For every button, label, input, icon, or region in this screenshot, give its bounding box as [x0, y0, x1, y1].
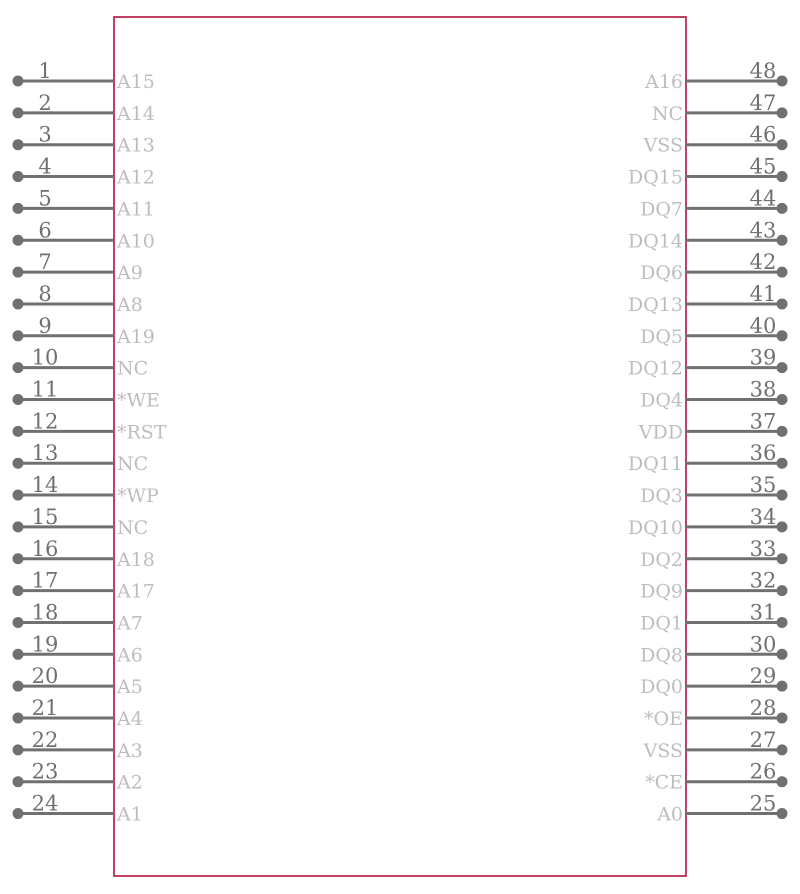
pin-label: DQ0 — [640, 676, 683, 699]
pin-number: 12 — [31, 409, 59, 434]
pin-number: 6 — [38, 218, 52, 243]
pin-number: 47 — [749, 90, 777, 115]
left-pin-24 — [13, 792, 143, 826]
right-pin-37 — [638, 409, 788, 443]
pin-endpoint-dot — [777, 617, 788, 628]
pin-number: 18 — [31, 600, 59, 625]
pin-endpoint-dot — [777, 235, 788, 246]
pin-number: 40 — [749, 313, 777, 338]
pin-label: A12 — [117, 166, 155, 189]
pin-number: 43 — [749, 218, 777, 243]
pin-endpoint-dot — [777, 521, 788, 532]
left-pin-17 — [13, 569, 155, 603]
pin-label: A18 — [117, 548, 155, 571]
pin-endpoint-dot — [13, 76, 24, 87]
pin-number: 44 — [749, 186, 777, 211]
pin-number: 31 — [749, 600, 777, 625]
pin-endpoint-dot — [777, 585, 788, 596]
pin-endpoint-dot — [13, 107, 24, 118]
pin-endpoint-dot — [13, 330, 24, 341]
pin-number: 41 — [749, 281, 777, 306]
pin-number: 27 — [749, 727, 777, 752]
pin-number: 34 — [749, 504, 777, 529]
pin-endpoint-dot — [777, 490, 788, 501]
pin-number: 28 — [749, 696, 777, 720]
left-pin-21 — [13, 696, 143, 730]
pin-endpoint-dot — [13, 490, 24, 501]
left-pin-22 — [13, 728, 143, 762]
pin-label: A16 — [645, 71, 683, 93]
right-pin-48 — [644, 59, 787, 93]
right-pin-42 — [640, 250, 787, 284]
pin-number: 39 — [749, 345, 777, 370]
pin-endpoint-dot — [777, 458, 788, 469]
pin-label: DQ4 — [640, 389, 683, 412]
pin-endpoint-dot — [13, 521, 24, 532]
pin-endpoint-dot — [13, 617, 24, 628]
left-pin-12 — [13, 409, 167, 443]
right-pin-39 — [628, 346, 788, 380]
pin-number: 38 — [749, 377, 777, 402]
right-pin-43 — [628, 218, 788, 252]
pin-number: 15 — [31, 504, 59, 529]
pin-label: NC — [117, 357, 149, 380]
pin-label: A3 — [117, 739, 143, 762]
left-pin-13 — [13, 441, 149, 475]
pin-label: A17 — [117, 580, 155, 603]
pin-endpoint-dot — [777, 681, 788, 692]
left-pin-2 — [13, 91, 155, 125]
pin-label: *OE — [644, 708, 683, 730]
pin-number: 42 — [749, 250, 777, 275]
right-pin-36 — [628, 441, 788, 475]
pin-endpoint-dot — [777, 362, 788, 373]
pin-number: 37 — [749, 409, 777, 434]
right-pin-47 — [652, 91, 788, 125]
right-pin-group — [628, 59, 788, 826]
pin-endpoint-dot — [777, 553, 788, 564]
pin-number: 45 — [749, 154, 777, 179]
pin-endpoint-dot — [13, 585, 24, 596]
right-pin-34 — [628, 505, 788, 539]
right-pin-45 — [628, 155, 788, 189]
pin-label: *RST — [117, 421, 167, 444]
pin-number: 24 — [31, 791, 59, 816]
left-pin-19 — [13, 632, 143, 666]
left-pin-7 — [13, 250, 143, 284]
pin-label: DQ7 — [640, 198, 683, 221]
pin-label: *CE — [645, 771, 683, 794]
pin-endpoint-dot — [777, 744, 788, 755]
pin-endpoint-dot — [13, 139, 24, 150]
pin-number: 46 — [749, 122, 777, 147]
left-pin-5 — [13, 186, 155, 220]
pin-endpoint-dot — [777, 713, 788, 724]
pin-number: 7 — [38, 250, 52, 275]
pin-label: NC — [117, 453, 149, 476]
pin-number: 23 — [31, 759, 59, 784]
pin-endpoint-dot — [777, 394, 788, 405]
ic-body-outline — [114, 17, 686, 876]
left-pin-group — [13, 59, 167, 826]
pin-label: A15 — [117, 71, 155, 93]
pin-endpoint-dot — [13, 235, 24, 246]
pin-number: 21 — [31, 696, 59, 720]
pin-label: A0 — [657, 803, 683, 826]
left-pin-11 — [13, 378, 160, 412]
pin-label: NC — [117, 516, 149, 539]
pin-number: 22 — [31, 727, 59, 752]
left-pin-8 — [13, 282, 143, 316]
pin-label: A13 — [117, 134, 155, 157]
pin-endpoint-dot — [13, 649, 24, 660]
right-pin-29 — [640, 664, 787, 698]
pin-label: VSS — [643, 134, 683, 157]
pin-number: 20 — [31, 664, 59, 689]
right-pin-28 — [644, 696, 787, 730]
left-pin-3 — [13, 123, 155, 157]
right-pin-38 — [640, 378, 787, 412]
pin-endpoint-dot — [777, 203, 788, 214]
pin-number: 4 — [38, 154, 52, 179]
pin-endpoint-dot — [777, 808, 788, 819]
pin-label: A11 — [117, 198, 155, 221]
pin-label: DQ12 — [628, 357, 683, 380]
pin-label: DQ3 — [640, 485, 683, 508]
pin-label: DQ14 — [628, 230, 683, 253]
right-pin-44 — [640, 186, 787, 220]
pin-label: VDD — [638, 421, 683, 444]
left-pin-9 — [13, 314, 155, 348]
pin-number: 13 — [31, 441, 59, 466]
pin-label: *WE — [117, 389, 160, 412]
pin-endpoint-dot — [777, 330, 788, 341]
pin-endpoint-dot — [13, 776, 24, 787]
right-pin-33 — [640, 537, 787, 571]
pin-number: 48 — [749, 59, 777, 83]
pin-label: DQ8 — [640, 644, 683, 667]
pin-number: 16 — [31, 536, 59, 561]
right-pin-26 — [645, 760, 787, 794]
pin-label: A9 — [117, 262, 143, 285]
pin-number: 26 — [749, 759, 777, 784]
pin-endpoint-dot — [777, 426, 788, 437]
pin-label: DQ6 — [640, 262, 683, 285]
right-pin-46 — [643, 123, 788, 157]
pin-label: A10 — [117, 230, 155, 253]
left-pin-20 — [13, 664, 143, 698]
left-pin-1 — [13, 59, 155, 93]
pin-endpoint-dot — [777, 76, 788, 87]
pin-endpoint-dot — [13, 267, 24, 278]
right-pin-35 — [640, 473, 787, 507]
pin-number: 33 — [749, 536, 777, 561]
left-pin-23 — [13, 760, 143, 794]
pin-endpoint-dot — [13, 298, 24, 309]
pin-number: 11 — [31, 377, 59, 402]
pin-endpoint-dot — [13, 203, 24, 214]
pin-number: 36 — [749, 441, 777, 466]
pin-endpoint-dot — [777, 107, 788, 118]
pin-endpoint-dot — [777, 139, 788, 150]
pin-label: A19 — [117, 325, 155, 348]
pin-number: 1 — [38, 59, 52, 83]
pin-label: NC — [651, 102, 683, 125]
pin-label: A14 — [117, 102, 155, 125]
left-pin-14 — [13, 473, 160, 507]
left-pin-10 — [13, 346, 149, 380]
pin-number: 30 — [749, 632, 777, 657]
pin-endpoint-dot — [13, 426, 24, 437]
pin-label: DQ5 — [640, 325, 683, 348]
pin-number: 32 — [749, 568, 777, 593]
pin-number: 5 — [38, 186, 52, 211]
left-pin-18 — [13, 600, 143, 634]
pin-endpoint-dot — [777, 298, 788, 309]
pin-endpoint-dot — [13, 458, 24, 469]
pin-label: A2 — [117, 771, 143, 794]
pin-endpoint-dot — [777, 649, 788, 660]
pin-endpoint-dot — [13, 362, 24, 373]
right-pin-40 — [640, 314, 787, 348]
right-pin-41 — [628, 282, 788, 316]
left-pin-16 — [13, 537, 155, 571]
pin-label: A5 — [117, 676, 143, 699]
pin-label: A6 — [117, 644, 143, 667]
pin-label: A8 — [117, 293, 143, 316]
pin-endpoint-dot — [13, 808, 24, 819]
pin-label: A4 — [117, 708, 143, 730]
left-pin-15 — [13, 505, 149, 539]
pin-number: 8 — [38, 281, 52, 306]
pin-label: DQ13 — [628, 293, 683, 316]
pin-endpoint-dot — [13, 681, 24, 692]
pin-endpoint-dot — [13, 394, 24, 405]
pin-endpoint-dot — [13, 171, 24, 182]
pin-number: 25 — [749, 791, 777, 816]
right-pin-30 — [640, 632, 787, 666]
right-pin-25 — [656, 792, 787, 826]
pin-number: 9 — [38, 313, 52, 338]
pin-number: 17 — [31, 568, 59, 593]
pin-label: A1 — [117, 803, 143, 826]
pin-label: *WP — [117, 485, 159, 508]
pin-label: DQ11 — [628, 453, 683, 476]
pin-endpoint-dot — [13, 553, 24, 564]
pin-label: DQ10 — [628, 516, 683, 539]
pin-label: DQ15 — [628, 166, 683, 189]
pin-number: 10 — [31, 345, 59, 370]
pin-endpoint-dot — [13, 713, 24, 724]
pin-number: 35 — [749, 473, 777, 498]
pin-number: 14 — [31, 473, 59, 498]
left-pin-4 — [13, 155, 155, 189]
pin-label: VSS — [643, 739, 683, 762]
pin-number: 3 — [38, 122, 52, 147]
right-pin-31 — [640, 600, 787, 634]
pin-label: DQ2 — [640, 548, 683, 571]
pin-label: DQ1 — [640, 612, 683, 635]
right-pin-32 — [640, 569, 787, 603]
pin-endpoint-dot — [777, 776, 788, 787]
pin-endpoint-dot — [777, 171, 788, 182]
right-pin-27 — [643, 728, 788, 762]
pin-number: 2 — [38, 90, 52, 115]
pin-number: 29 — [749, 664, 777, 689]
pin-number: 19 — [31, 632, 59, 657]
pin-endpoint-dot — [777, 267, 788, 278]
pin-endpoint-dot — [13, 744, 24, 755]
left-pin-6 — [13, 218, 155, 252]
pin-label: DQ9 — [640, 580, 683, 603]
pin-label: A7 — [117, 612, 143, 635]
